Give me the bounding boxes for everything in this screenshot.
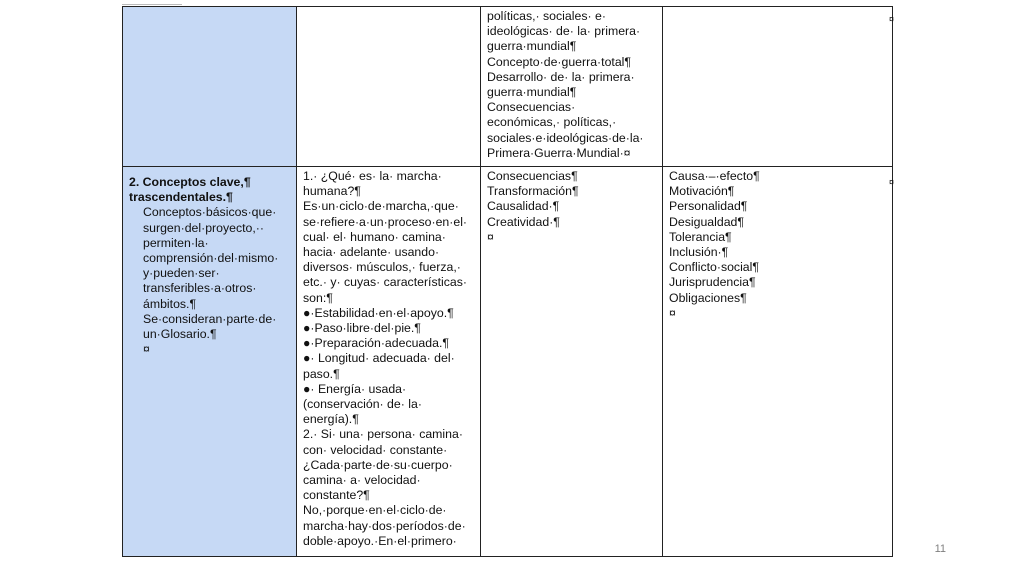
text-line: cual· el· humano· camina· bbox=[303, 229, 446, 244]
text-line: Conceptos·básicos·que· bbox=[143, 205, 277, 220]
text-line: ¤ bbox=[487, 229, 494, 244]
text-line: y·pueden·ser· bbox=[143, 266, 220, 281]
text-line: Personalidad¶ bbox=[669, 199, 748, 214]
section-title-line: trascendentales.¶ bbox=[129, 190, 233, 205]
text-line: Transformación¶ bbox=[487, 184, 579, 199]
text-line: (conservación· de· la· bbox=[303, 397, 422, 412]
table-row-top bbox=[123, 7, 893, 167]
text-line: Obligaciones¶ bbox=[669, 290, 747, 305]
text-line: un·Glosario.¶ bbox=[143, 327, 217, 342]
top-col3-cell bbox=[481, 7, 663, 167]
text-line: guerra·mundial¶ bbox=[487, 85, 577, 100]
text-line: permiten·la· bbox=[143, 235, 209, 250]
text-line: Causalidad·¶ bbox=[487, 199, 560, 214]
content-table bbox=[122, 6, 893, 557]
top-col2-cell bbox=[297, 7, 481, 167]
text-line: 1.· ¿Qué· es· la· marcha· bbox=[303, 169, 442, 183]
text-line: políticas,· sociales· e· bbox=[487, 9, 606, 23]
concepts-col1-cell bbox=[123, 167, 297, 557]
text-line: doble·apoyo.·En·el·primero· bbox=[303, 533, 457, 548]
text-line: etc.· y· cuyas· características· bbox=[303, 275, 467, 290]
text-line: Conflicto·social¶ bbox=[669, 260, 759, 275]
text-line: Jurisprudencia¶ bbox=[669, 275, 756, 290]
text-line: ●·Estabilidad·en·el·apoyo.¶ bbox=[303, 305, 454, 320]
text-line: marcha·hay·dos·períodos·de· bbox=[303, 518, 466, 533]
text-line: ¤ bbox=[143, 342, 150, 357]
text-line: Motivación¶ bbox=[669, 184, 735, 199]
text-line: Es·un·ciclo·de·marcha,·que· bbox=[303, 199, 459, 214]
text-line: surgen·del·proyecto,·· bbox=[143, 220, 264, 235]
text-line: ●·Paso·libre·del·pie.¶ bbox=[303, 321, 421, 336]
text-line: Causa·–·efecto¶ bbox=[669, 169, 760, 183]
text-line: Desarrollo· de· la· primera· bbox=[487, 69, 635, 84]
concepts-col3-cell bbox=[481, 167, 663, 557]
page-number: 11 bbox=[934, 543, 946, 555]
text-line: hacia· adelante· usando· bbox=[303, 245, 440, 260]
section-title-line: 2. Conceptos clave,¶ bbox=[129, 175, 251, 189]
table-row-concepts bbox=[123, 167, 893, 557]
text-line: ¿Cada·parte·de·su·cuerpo· bbox=[303, 457, 453, 472]
text-line: diversos· músculos,· fuerza,· bbox=[303, 260, 461, 275]
text-line: ●·Preparación·adecuada.¶ bbox=[303, 336, 449, 351]
text-line: paso.¶ bbox=[303, 366, 340, 381]
top-col4-cell bbox=[663, 7, 893, 167]
row-end-marker: ¤ bbox=[889, 14, 895, 24]
text-line: Desigualdad¶ bbox=[669, 214, 744, 229]
text-line: comprensión·del·mismo· bbox=[143, 251, 279, 266]
text-line: energía).¶ bbox=[303, 412, 359, 427]
text-line: Tolerancia¶ bbox=[669, 229, 732, 244]
text-line: Consecuencias· bbox=[487, 100, 576, 115]
text-line: Inclusión·¶ bbox=[669, 245, 729, 260]
text-line: sociales·e·ideológicas·de·la· bbox=[487, 130, 644, 145]
text-line: Se·consideran·parte·de· bbox=[143, 311, 277, 326]
concepts-col4-cell bbox=[663, 167, 893, 557]
text-line: camina· a· velocidad· bbox=[303, 473, 421, 488]
text-line: ámbitos.¶ bbox=[143, 296, 197, 311]
text-line: Creatividad·¶ bbox=[487, 214, 560, 229]
row-end-marker: ¤ bbox=[889, 177, 895, 187]
text-line: Consecuencias¶ bbox=[487, 169, 578, 183]
text-line: ●· Energía· usada· bbox=[303, 381, 407, 396]
text-line: constante?¶ bbox=[303, 488, 370, 503]
text-line: 2.· Si· una· persona· camina· bbox=[303, 427, 463, 442]
top-col1-cell bbox=[123, 7, 297, 167]
text-line: son:¶ bbox=[303, 290, 333, 305]
text-line: guerra·mundial¶ bbox=[487, 39, 577, 54]
text-line: Concepto·de·guerra·total¶ bbox=[487, 54, 631, 69]
description-block bbox=[129, 205, 290, 357]
concepts-col2-cell bbox=[297, 167, 481, 557]
text-line: económicas,· políticas,· bbox=[487, 115, 617, 130]
text-line: No,·porque·en·el·ciclo·de· bbox=[303, 503, 447, 518]
text-line: se·refiere·a·un·proceso·en·el· bbox=[303, 214, 468, 229]
text-line: ideológicas· de· la· primera· bbox=[487, 24, 641, 39]
text-line: humana?¶ bbox=[303, 184, 361, 199]
text-line: transferibles·a·otros· bbox=[143, 281, 257, 296]
text-line: ●· Longitud· adecuada· del· bbox=[303, 351, 455, 366]
text-line: ¤ bbox=[669, 305, 676, 320]
text-line: Primera·Guerra·Mundial·¤ bbox=[487, 145, 631, 160]
header-rule bbox=[122, 0, 182, 5]
text-line: con· velocidad· constante· bbox=[303, 442, 448, 457]
